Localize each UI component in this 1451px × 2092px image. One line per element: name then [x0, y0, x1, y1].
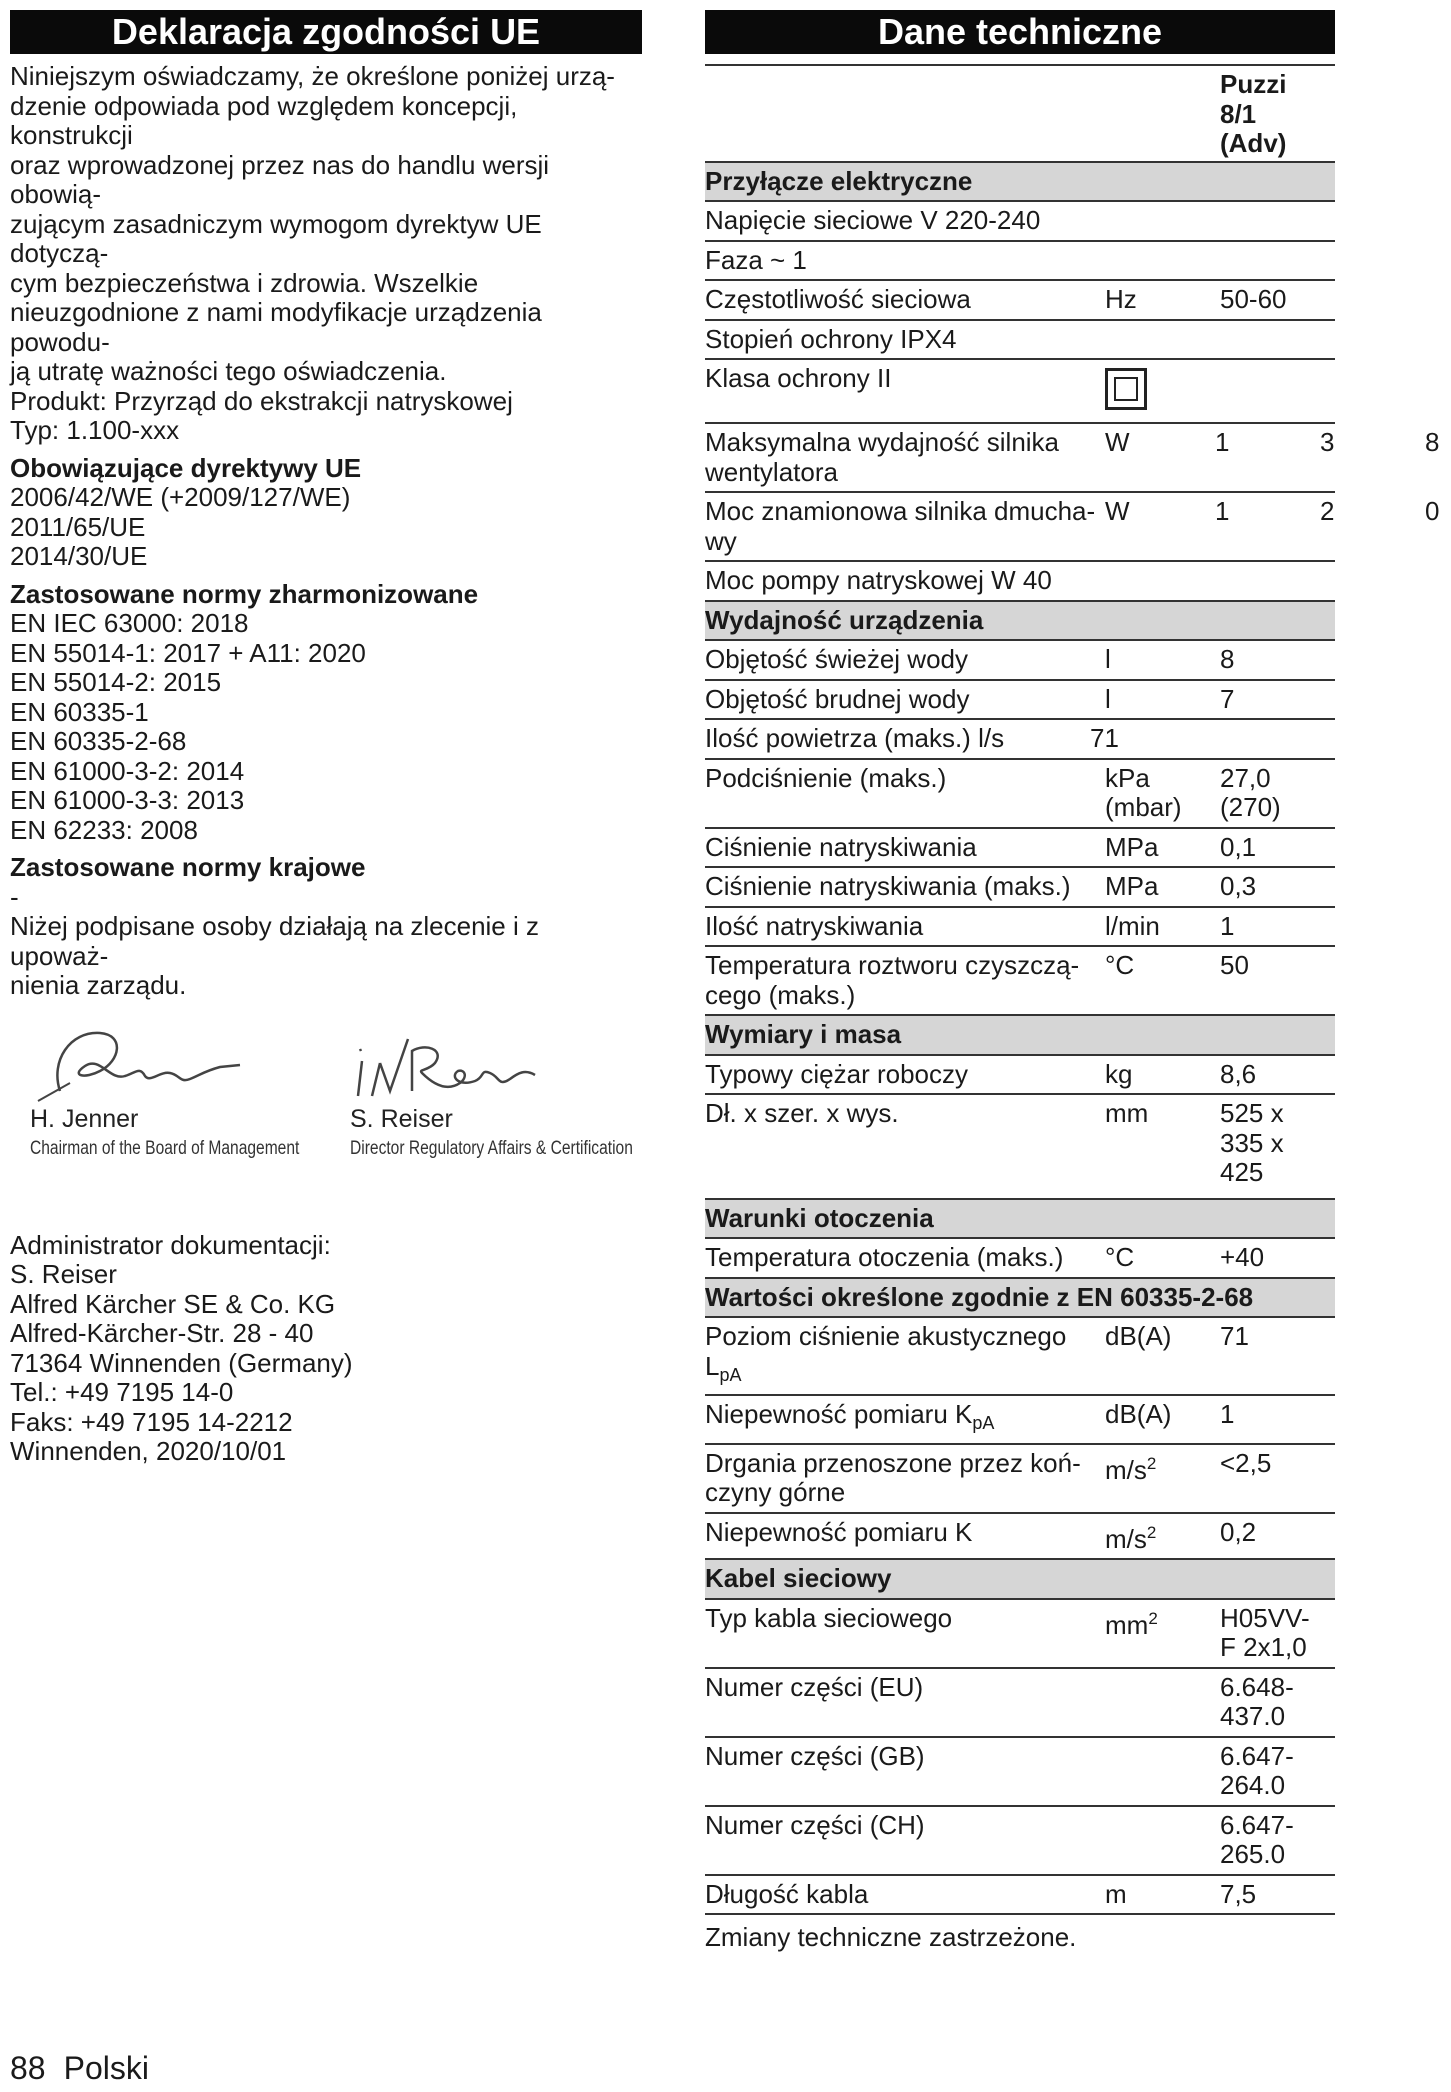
- declaration-title: Deklaracja zgodności UE: [10, 10, 642, 54]
- admin-line: 71364 Winnenden (Germany): [10, 1347, 353, 1378]
- admin-line: Winnenden, 2020/10/01: [10, 1436, 287, 1466]
- table-row: Maksymalna wydajność silnika wentylatora W 1 3 8: [705, 424, 1335, 493]
- signers-line: Niżej podpisane osoby działają na zlecenie i z upoważ-: [10, 911, 539, 971]
- section-dimensions: Wymiary i masa: [705, 1016, 1335, 1056]
- table-row: Niepewność pomiaru K $m/s^2$ 0,2: [705, 1514, 1335, 1561]
- table-row: Napięcie sieciowe V 220-240: [705, 202, 1335, 242]
- section-cable: Kabel sieciowy: [705, 1560, 1335, 1600]
- norm-item: EN 61000-3-2: 2014: [10, 755, 245, 786]
- table-row: Klasa ochrony II: [705, 360, 1335, 424]
- norm-item: EN 55014-2: 2015: [10, 667, 222, 697]
- intro-line: zującym zasadniczym wymogom dyrektyw UE dotyczą-: [10, 208, 542, 268]
- table-row: Moc pompy natryskowej W 40: [705, 562, 1335, 602]
- table-row: Objętość brudnej wody l 7: [705, 681, 1335, 721]
- intro-line: oraz wprowadzonej przez nas do handlu wersji obowią-: [10, 149, 550, 209]
- table-row: Podciśnienie (maks.) kPa (mbar) 27,0 (270): [705, 760, 1335, 829]
- technical-data-table: [705, 64, 1440, 1915]
- table-row: Ilość natryskiwania l/min 1: [705, 908, 1335, 948]
- norm-item: EN 60335-2-68: [10, 726, 187, 756]
- national-norms-heading: Zastosowane normy krajowe: [10, 852, 366, 882]
- technical-changes-note: Zmiany techniczne zastrzeżone.: [705, 1922, 1077, 1952]
- directive-item: 2011/65/UE: [10, 511, 146, 542]
- product-line: Produkt: Przyrząd do ekstrakcji natryskowej: [10, 385, 513, 416]
- admin-line: Alfred Kärcher SE & Co. KG: [10, 1288, 336, 1319]
- table-row: Numer części (CH) 6.647- 265.0: [705, 1807, 1335, 1876]
- protection-class-ii-icon: [1105, 368, 1147, 410]
- handwritten-signature-reiser: [350, 1021, 550, 1111]
- admin-line: Faks: +49 7195 14-2212: [10, 1406, 293, 1437]
- admin-line: Tel.: +49 7195 14-0: [10, 1377, 234, 1407]
- signature-jenner: [30, 1021, 358, 1164]
- page-footer: [10, 2050, 167, 2086]
- section-performance: Wydajność urządzenia: [705, 602, 1335, 642]
- signer-role: Director Regulatory Affairs & Certification: [350, 1138, 633, 1159]
- technical-data-title: Dane techniczne: [705, 10, 1335, 54]
- norm-item: EN 60335-1: [10, 696, 149, 727]
- norm-item: EN 61000-3-3: 2013: [10, 785, 245, 815]
- section-electrical: Przyłącze elektryczne: [705, 163, 1335, 203]
- admin-line: Alfred-Kärcher-Str. 28 - 40: [10, 1318, 314, 1348]
- table-row: Typowy ciężar roboczy kg 8,6: [705, 1056, 1335, 1096]
- section-en-values: Wartości określone zgodnie z EN 60335-2-68: [705, 1279, 1335, 1319]
- directives-heading: Obowiązujące dyrektywy UE: [10, 452, 362, 483]
- signer-name: S. Reiser: [350, 1104, 453, 1133]
- table-row: Typ kabla sieciowego $mm^2$ H05VV- F 2x1,0: [705, 1600, 1335, 1669]
- handwritten-signature-jenner: [30, 1021, 260, 1111]
- table-row: Temperatura otoczenia (maks.) °C +40: [705, 1239, 1335, 1279]
- directive-item: 2006/42/WE (+2009/127/WE): [10, 482, 351, 512]
- intro-line: Niniejszym oświadczamy, że określone poniżej urzą-: [10, 61, 615, 91]
- intro-line: cym bezpieczeństwa i zdrowia. Wszelkie: [10, 267, 479, 298]
- signer-role: Chairman of the Board of Management: [30, 1138, 300, 1159]
- table-row: Ciśnienie natryskiwania (maks.) MPa 0,3: [705, 868, 1335, 908]
- table-row: Stopień ochrony IPX4: [705, 321, 1335, 361]
- table-row: Drgania przenoszone przez koń- czyny górne $m/s^2$ <2,5: [705, 1445, 1335, 1514]
- intro-line: nieuzgodnione z nami modyfikacje urządzenia powodu-: [10, 297, 542, 357]
- technical-data-column: [705, 10, 1440, 1953]
- table-row: Ciśnienie natryskiwania MPa 0,1: [705, 829, 1335, 869]
- table-row: Objętość świeżej wody l 8: [705, 641, 1335, 681]
- table-row: Dł. x szer. x wys. mm 525 x 335 x 425: [705, 1095, 1335, 1200]
- table-row: Numer części (GB) 6.647- 264.0: [705, 1738, 1335, 1807]
- signature-reiser: [350, 1021, 695, 1164]
- signatures: [10, 1021, 642, 1221]
- admin-line: Administrator dokumentacji:: [10, 1229, 331, 1260]
- table-row: Niepewność pomiaru $K_{pA}$ dB(A) 1: [705, 1396, 1335, 1445]
- documentation-admin: [10, 1231, 642, 1467]
- intro-line: dzenie odpowiada pod względem koncepcji, konstrukcji: [10, 90, 518, 150]
- table-row: Długość kabla m 7,5: [705, 1876, 1335, 1916]
- section-ambient: Warunki otoczenia: [705, 1200, 1335, 1240]
- norm-item: EN 62233: 2008: [10, 814, 198, 845]
- norm-item: EN IEC 63000: 2018: [10, 608, 249, 638]
- table-row: Temperatura roztworu czyszczą- cego (maks.) °C 50: [705, 947, 1335, 1016]
- intro-line: ją utratę ważności tego oświadczenia.: [10, 356, 447, 386]
- norm-item: EN 55014-1: 2017 + A11: 2020: [10, 637, 366, 668]
- intro-text: [10, 62, 642, 446]
- product-name: Puzzi 8/1 (Adv): [1220, 69, 1287, 158]
- table-header-row: [705, 66, 1335, 163]
- table-row: Numer części (EU) 6.648- 437.0: [705, 1669, 1335, 1738]
- table-row: Moc znamionowa silnika dmucha- wy W 1 2 0: [705, 493, 1335, 562]
- table-row: Ilość powietrza (maks.) l/s 71: [705, 720, 1335, 760]
- declaration-column: [10, 10, 642, 1467]
- norms-heading: Zastosowane normy zharmonizowane: [10, 578, 479, 609]
- national-norms-value: -: [10, 881, 19, 912]
- signers-line: nienia zarządu.: [10, 970, 187, 1000]
- page-number: 88: [10, 2050, 46, 2086]
- footer-language: Polski: [63, 2050, 149, 2086]
- admin-line: S. Reiser: [10, 1259, 117, 1289]
- signer-name: H. Jenner: [30, 1104, 139, 1133]
- table-row: Faza ~ 1: [705, 242, 1335, 282]
- table-row: Częstotliwość sieciowa Hz 50-60: [705, 281, 1335, 321]
- type-line: Typ: 1.100-xxx: [10, 415, 180, 445]
- directive-item: 2014/30/UE: [10, 541, 148, 571]
- table-row: Poziom ciśnienie akustycznego $L_{pA}$ dB(A) 71: [705, 1318, 1335, 1396]
